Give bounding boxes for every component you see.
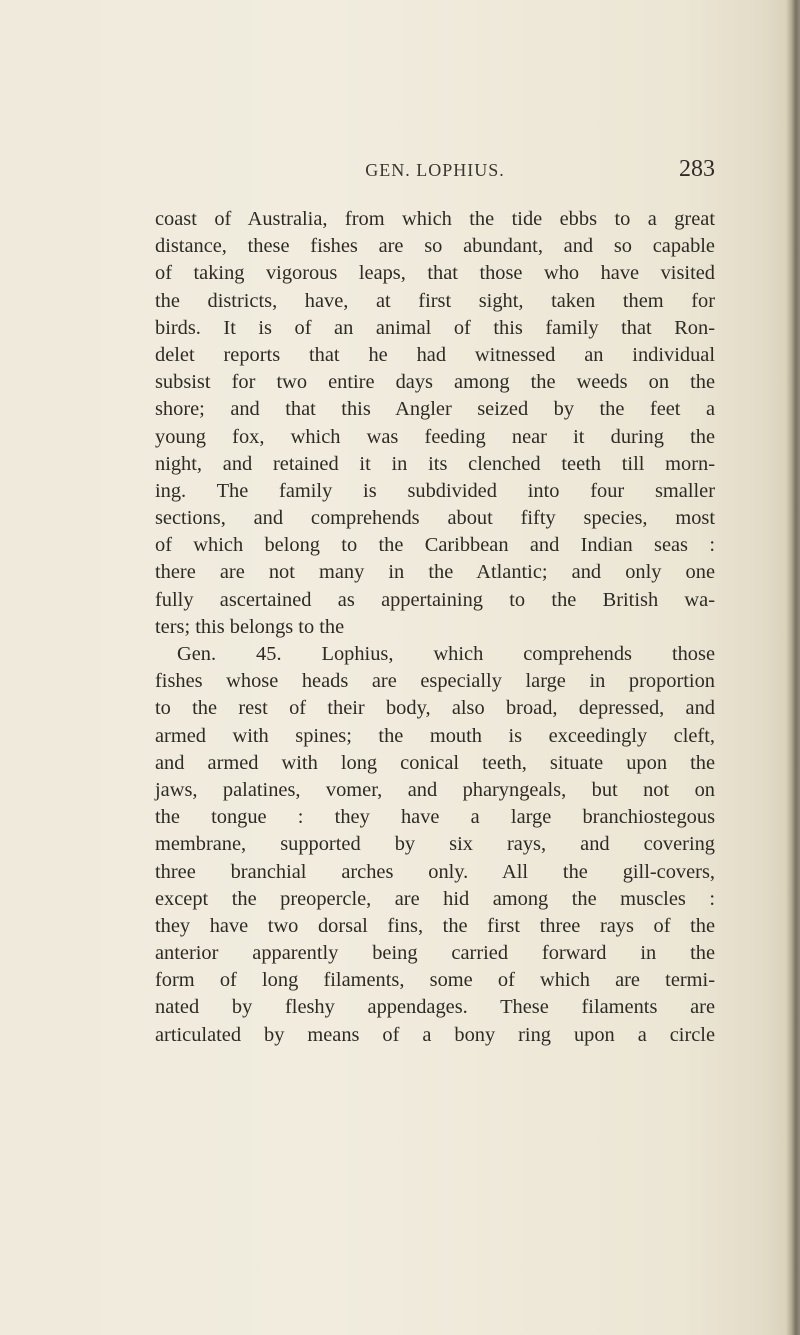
page-number: 283	[679, 156, 715, 182]
text-line: delet reports that he had witnessed an individual	[155, 343, 715, 366]
text-line: night, and retained it in its clenched teeth till morn-	[155, 452, 715, 475]
text-line: except the preopercle, are hid among the muscles :	[155, 887, 715, 910]
text-line: the tongue : they have a large branchiostegous	[155, 806, 715, 829]
text-line: armed with spines; the mouth is exceedingly cleft,	[155, 724, 715, 747]
text-line: fishes whose heads are especially large in proportion	[155, 670, 715, 693]
text-line: form of long filaments, some of which are termi-	[155, 969, 715, 992]
text-line: ters; this belongs to the	[155, 615, 345, 638]
text-line: of taking vigorous leaps, that those who have visited	[155, 262, 715, 285]
body-text	[155, 206, 715, 1049]
text-line: three branchial arches only. All the gill-covers,	[155, 860, 715, 883]
text-line: of which belong to the Caribbean and Indian seas :	[155, 534, 715, 557]
text-line: anterior apparently being carried forward in the	[155, 942, 715, 965]
text-line: to the rest of their body, also broad, depressed, and	[155, 697, 715, 720]
genus-heading-line: Gen. 45. Lophius, which comprehends those	[177, 643, 715, 665]
text-line: sections, and comprehends about fifty species, most	[155, 507, 715, 530]
text-line: the districts, have, at first sight, taken them for	[155, 289, 715, 312]
text-line: coast of Australia, from which the tide ebbs to a great	[155, 208, 715, 230]
text-line: fully ascertained as appertaining to the British wa-	[155, 588, 715, 611]
text-line: nated by fleshy appendages. These filaments are	[155, 996, 715, 1019]
text-line: they have two dorsal fins, the first three rays of the	[155, 914, 715, 937]
text-line: subsist for two entire days among the weeds on the	[155, 371, 715, 394]
text-line: distance, these fishes are so abundant, and so capable	[155, 235, 715, 258]
text-line: shore; and that this Angler seized by the feet a	[155, 398, 715, 421]
text-line: and armed with long conical teeth, situate upon the	[155, 751, 715, 774]
running-head: GEN. LOPHIUS.	[365, 160, 505, 180]
page-binding-edge	[786, 0, 800, 1335]
page-header	[155, 156, 715, 190]
text-line: membrane, supported by six rays, and covering	[155, 833, 715, 856]
text-line: young fox, which was feeding near it during the	[155, 425, 715, 448]
text-line: jaws, palatines, vomer, and pharyngeals, but not on	[155, 778, 715, 801]
text-line: there are not many in the Atlantic; and only one	[155, 561, 715, 584]
text-line: articulated by means of a bony ring upon a circle	[155, 1023, 715, 1046]
text-line: birds. It is of an animal of this family that Ron-	[155, 316, 715, 339]
text-line: ing. The family is subdivided into four smaller	[155, 479, 715, 502]
